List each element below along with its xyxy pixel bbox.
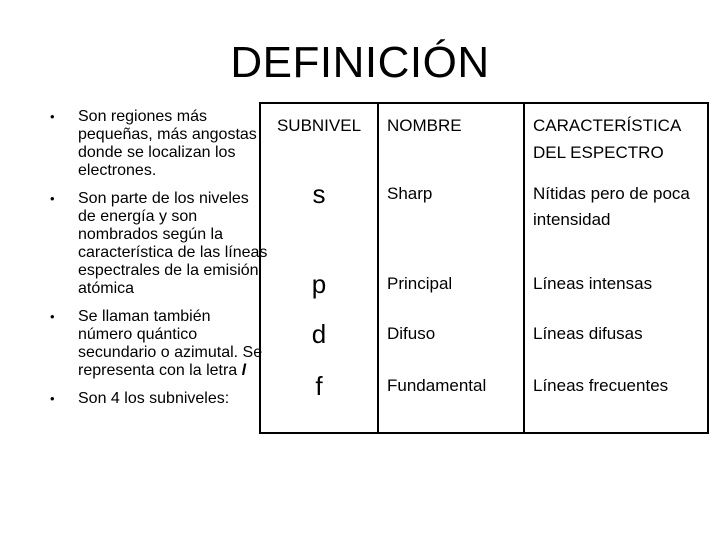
header-caracteristica: CARACTERÍSTICA DEL ESPECTRO <box>524 103 708 173</box>
bullet-item <box>44 190 269 298</box>
bullet-text: Son 4 los subniveles: <box>78 390 230 407</box>
cell-caracteristica: Líneas intensas <box>524 263 708 313</box>
bullet-text: Son parte de los niveles de energía y son nombrados según la característica de las líneas espectrales de la emisión atómica <box>78 190 268 297</box>
header-subnivel: SUBNIVEL <box>260 103 378 173</box>
header-nombre: NOMBRE <box>378 103 524 173</box>
table-row <box>260 263 708 313</box>
cell-subnivel: p <box>260 263 378 313</box>
bullet-item <box>44 108 269 180</box>
cell-caracteristica: Nítidas pero de poca intensidad <box>524 173 708 263</box>
cell-caracteristica: Líneas frecuentes <box>524 365 708 433</box>
bullet-dot-icon: • <box>50 391 55 406</box>
cell-subnivel: f <box>260 365 378 433</box>
cell-nombre: Fundamental <box>378 365 524 433</box>
letter-l: l <box>241 362 247 379</box>
bullet-item <box>44 390 269 408</box>
cell-subnivel: d <box>260 313 378 365</box>
cell-nombre: Sharp <box>378 173 524 263</box>
cell-subnivel: s <box>260 173 378 263</box>
cell-nombre: Difuso <box>378 313 524 365</box>
bullet-dot-icon: • <box>50 309 55 324</box>
subnivel-table <box>259 102 709 434</box>
bullet-item <box>44 308 269 380</box>
bullet-dot-icon: • <box>50 191 55 206</box>
bullet-text: Son regiones más pequeñas, más angostas donde se localizan los electrones. <box>78 108 257 179</box>
table-header-row <box>260 103 708 173</box>
bullet-list <box>44 108 269 408</box>
table-row <box>260 173 708 263</box>
cell-nombre: Principal <box>378 263 524 313</box>
cell-caracteristica: Líneas difusas <box>524 313 708 365</box>
bullet-dot-icon: • <box>50 109 55 124</box>
slide-title: DEFINICIÓN <box>230 38 490 87</box>
bullet-text: Se llaman también número quántico secundario o azimutal. Se representa con la letra <box>78 308 263 379</box>
table-row <box>260 365 708 433</box>
table-row <box>260 313 708 365</box>
